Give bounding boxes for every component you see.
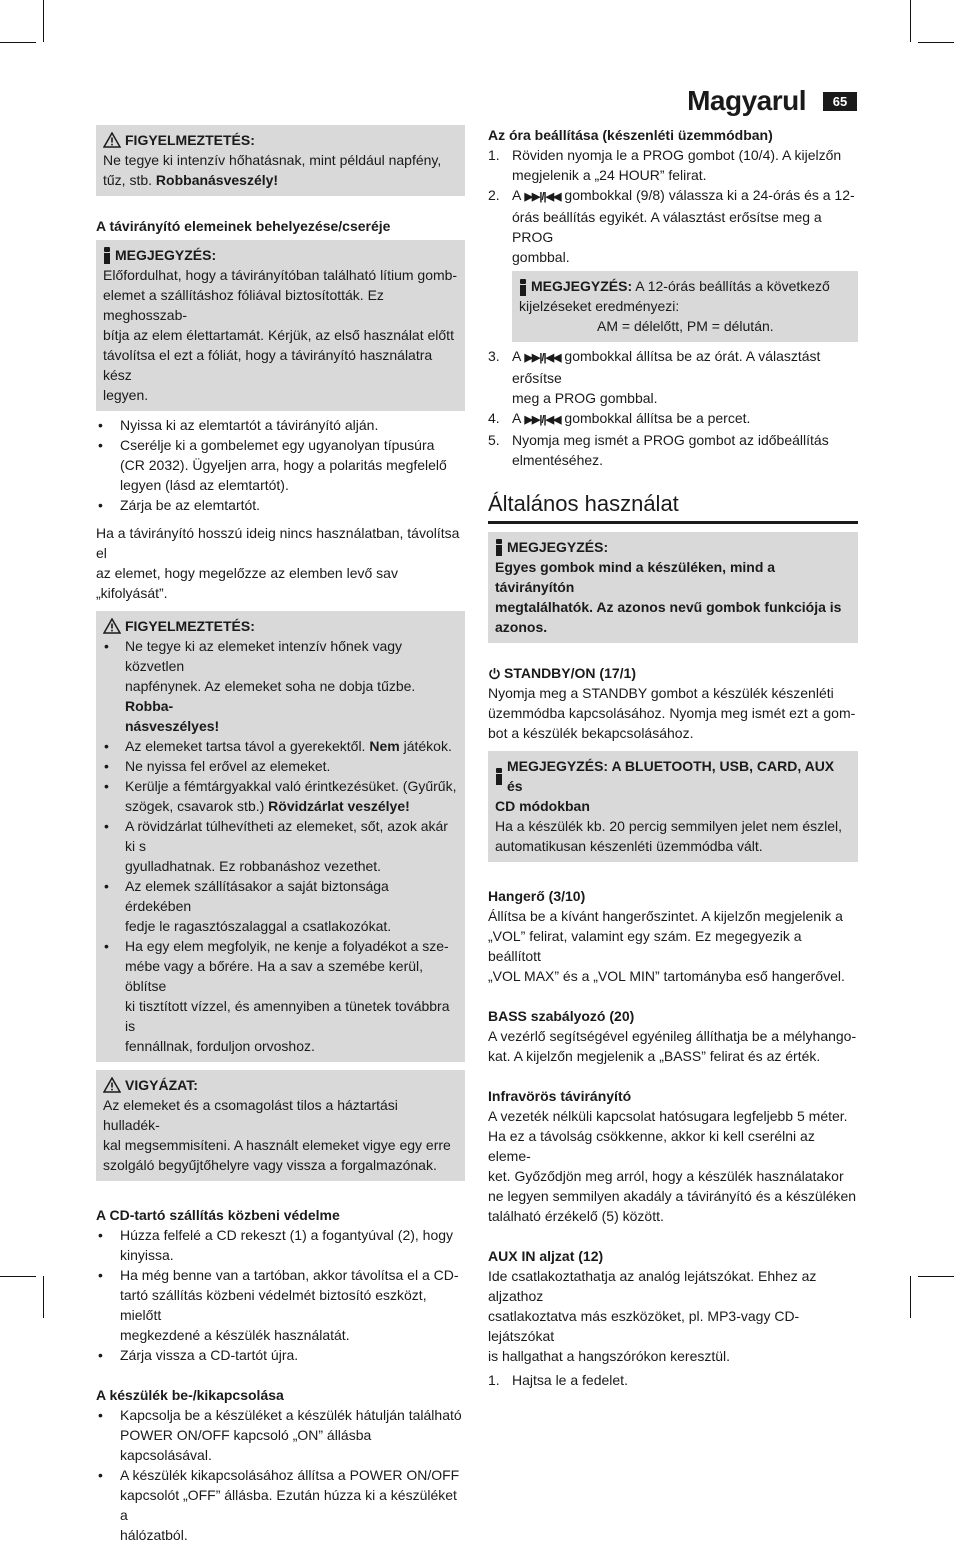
standby-heading: STANDBY/ON (17/1) — [488, 663, 858, 683]
info-icon — [495, 539, 503, 556]
list-item: • Ha még benne van a tartóban, akkor távolítsa el a CD- tartó szállítás közbeni védelmét biztosító eszközt, mielőtt megkezdené a készülék használatát. — [96, 1265, 465, 1345]
list-item: 1. Hajtsa le a fedelet. — [488, 1372, 628, 1388]
volume-heading: Hangerő (3/10) — [488, 888, 586, 904]
caution-box — [96, 1070, 465, 1181]
skip-buttons-icon: ▶▶|/|◀◀ — [524, 414, 561, 426]
page-number: 65 — [823, 92, 857, 111]
aux-paragraph: Ide csatlakoztathatja az analóg lejátszókat. Ehhez az aljzathoz csatlakoztatva más eszközöket, pl. MP3-vagy CD-lejátszókat is hallgathat a hangszórókon keresztül. — [488, 1268, 817, 1364]
crop-mark — [910, 0, 911, 42]
list-item: • Zárja be az elemtartót. — [96, 495, 465, 515]
warning-box-heat — [96, 125, 465, 196]
crop-mark — [0, 42, 36, 43]
list-item: • Cserélje ki a gombelemet egy ugyanolyan típusúra (CR 2032). Ügyeljen arra, hogy a polaritás megfelelő legyen (lásd az elemtartót). — [96, 435, 465, 495]
aux-heading: AUX IN aljzat (12) — [488, 1248, 604, 1264]
general-use-title: Általános használat — [488, 490, 858, 524]
note-line: legyen. — [103, 387, 149, 403]
crop-mark — [910, 1276, 911, 1318]
list-item: 5. Nyomja meg ismét a PROG gombot az időbeállítás elmentéséhez. — [488, 432, 829, 468]
standby-paragraph: Nyomja meg a STANDBY gombot a készülék készenléti üzemmódba kapcsolásához. Nyomja meg ismét ezt a gom- bot a készülék bekapcsolásához. — [488, 685, 856, 741]
list-item: • A készülék kikapcsolásához állítsa a POWER ON/OFF kapcsolót „OFF” állásba. Ezután húzza ki a készüléket a hálózatból. — [96, 1465, 465, 1545]
warning-triangle-icon — [103, 618, 121, 634]
list-item: • Zárja vissza a CD-tartót újra. — [96, 1345, 465, 1365]
caution-line: kal megsemmisíteni. A használt elemeket vigye egy erre — [103, 1137, 451, 1153]
ir-heading: Infravörös távirányító — [488, 1088, 632, 1104]
clock-steps-list — [488, 145, 858, 267]
info-icon — [103, 247, 111, 264]
list-item: • Ha egy elem megfolyik, ne kenje a folyadékot a sze- mébe vagy a bőrére. Ha a sav a szemébe kerül, öblítse ki tisztított vízzel, és amennyiben a tünetek továbbra is fennállnak, forduljon orvoshoz. — [103, 936, 458, 1056]
bass-paragraph: A vezérlő segítségével egyénileg állíthatja be a mélyhango- kat. A kijelzőn megjelenik a „BASS” felirat és az érték. — [488, 1028, 857, 1064]
clock-heading: Az óra beállítása (készenléti üzemmódban) — [488, 127, 773, 143]
note-title: MEGJEGYZÉS: — [115, 247, 217, 263]
warning-triangle-icon — [103, 132, 121, 148]
long-unused-paragraph: Ha a távirányító hosszú ideig nincs használatban, távolítsa el az elemet, hogy megelőzze az elemben levő sav „kifolyását”. — [96, 525, 460, 601]
power-icon — [488, 667, 501, 680]
aux-steps-list — [488, 1370, 858, 1390]
bass-heading: BASS szabályozó (20) — [488, 1008, 635, 1024]
warning-triangle-icon — [103, 1077, 121, 1093]
clock-steps-list-2 — [488, 346, 858, 470]
list-item: • A rövidzárlat túlhevítheti az elemeket, sőt, azok akár ki s gyulladhatnak. Ez robbanáshoz vezethet. — [103, 816, 458, 876]
note-line: Előfordulhat, hogy a távirányítóban található lítium gomb- — [103, 267, 458, 283]
skip-buttons-icon: ▶▶|/|◀◀ — [524, 352, 561, 364]
caution-title: VIGYÁZAT: — [125, 1077, 198, 1093]
warning-title: FIGYELMEZTETÉS: — [125, 132, 255, 148]
info-icon — [519, 279, 527, 296]
list-item: • Az elemeket tartsa távol a gyerekektől. Nem játékok. — [103, 736, 458, 756]
crop-mark — [0, 1276, 36, 1277]
power-steps-list — [96, 1405, 465, 1545]
crop-mark — [918, 1276, 954, 1277]
battery-steps-list — [96, 415, 465, 515]
list-item: 3. A ▶▶|/|◀◀ gombokkal állítsa be az órát. A választást erősítse meg a PROG gombbal. — [488, 348, 821, 406]
warning-list — [103, 636, 458, 1056]
note-box-modes: MEGJEGYZÉS: A BLUETOOTH, USB, CARD, AUX és CD módokban Ha a készülék kb. 20 percig semmilyen jelet nem észlel, automatikusan készenléti üzemmódba vált. — [488, 751, 858, 862]
crop-mark — [43, 1276, 44, 1318]
caution-line: szolgáló begyűjtőhelyre vagy vissza a forgalmazónak. — [103, 1157, 437, 1173]
remote-battery-heading: A távirányító elemeinek behelyezése/cseréje — [96, 218, 391, 234]
left-column — [96, 125, 465, 1545]
list-item: • Nyissa ki az elemtartót a távirányító alján. — [96, 415, 465, 435]
warning-title: FIGYELMEZTETÉS: — [125, 618, 255, 634]
skip-buttons-icon: ▶▶|/|◀◀ — [524, 191, 561, 203]
cd-steps-list — [96, 1225, 465, 1365]
list-item: 1. Röviden nyomja le a PROG gombot (10/4). A kijelzőn megjelenik a „24 HOUR” felirat. — [488, 147, 842, 183]
page-language-title: Magyarul — [687, 85, 806, 116]
power-heading: A készülék be-/kikapcsolása — [96, 1387, 284, 1403]
crop-mark — [918, 42, 954, 43]
list-item: • Kapcsolja be a készüléket a készülék hátulján található POWER ON/OFF kapcsoló „ON” állásba kapcsolásával. — [96, 1405, 465, 1465]
cd-transport-heading: A CD-tartó szállítás közbeni védelme — [96, 1207, 340, 1223]
note-box-12h: MEGJEGYZÉS: A 12-órás beállítás a következő kijelzéseket eredményezi: AM = délelőtt, PM = délután. — [512, 271, 858, 342]
warning-box-batteries — [96, 611, 465, 1062]
right-column — [488, 125, 858, 1390]
list-item: • Ne nyissa fel erővel az elemeket. — [103, 756, 458, 776]
volume-paragraph: Állítsa be a kívánt hangerőszintet. A kijelzőn megjelenik a „VOL” felirat, valamint egy szám. Ez megegyezik a beállított „VOL MAX” és a „VOL MIN” tartományba eső hangerővel. — [488, 908, 845, 984]
note-box-lithium — [96, 240, 465, 411]
info-icon — [495, 768, 503, 785]
crop-mark — [43, 0, 44, 42]
list-item: • Az elemek szállításakor a saját biztonsága érdekében fedje le ragasztószalaggal a csatlakozókat. — [103, 876, 458, 936]
ir-paragraph: A vezeték nélküli kapcsolat hatósugara legfeljebb 5 méter. Ha ez a távolság csökkenne, akkor ki kell cserélni az eleme- ket. Győződjön meg arról, hogy a készülék használatakor ne legyen semmilyen akadály a távirányító és a készüléken található érzékelő (5) között. — [488, 1108, 857, 1224]
note-line: bítja az elem élettartamát. Kérjük, az első használat előtt — [103, 327, 454, 343]
list-item: • Ne tegye ki az elemeket intenzív hőnek vagy közvetlen napfénynek. Az elemeket soha ne dobja tűzbe. Robba- násveszélyes! — [103, 636, 458, 736]
caution-line: Az elemeket és a csomagolást tilos a háztartási hulladék- — [103, 1097, 398, 1133]
note-line: elemet a szállításhoz fóliával biztosították. Ez meghosszab- — [103, 287, 384, 323]
note-box-general: MEGJEGYZÉS: Egyes gombok mind a készüléken, mind a távirányítón megtalálhatók. Az azonos nevű gombok funkciója is azonos. — [488, 532, 858, 643]
list-item: 2. A ▶▶|/|◀◀ gombokkal (9/8) válassza ki a 24-órás és a 12- órás beállítás egyikét. A választást erősítse meg a PROG gombbal. — [488, 187, 855, 265]
list-item: • Kerülje a fémtárgyakkal való érintkezésüket. (Gyűrűk, szögek, csavarok stb.) Rövidzárlat veszélye! — [103, 776, 458, 816]
warning-emphasis: Robbanásveszély! — [155, 172, 279, 188]
note-line: távolítsa el ezt a fóliát, hogy a távirányító használatra kész — [103, 347, 433, 383]
list-item: 4. A ▶▶|/|◀◀ gombokkal állítsa be a percet. — [488, 410, 751, 426]
warning-text: Ne tegye ki intenzív hőhatásnak, mint például napfény, tűz, stb. — [103, 152, 442, 188]
list-item: • Húzza felfelé a CD rekeszt (1) a fogantyúval (2), hogy kinyissa. — [96, 1225, 465, 1265]
